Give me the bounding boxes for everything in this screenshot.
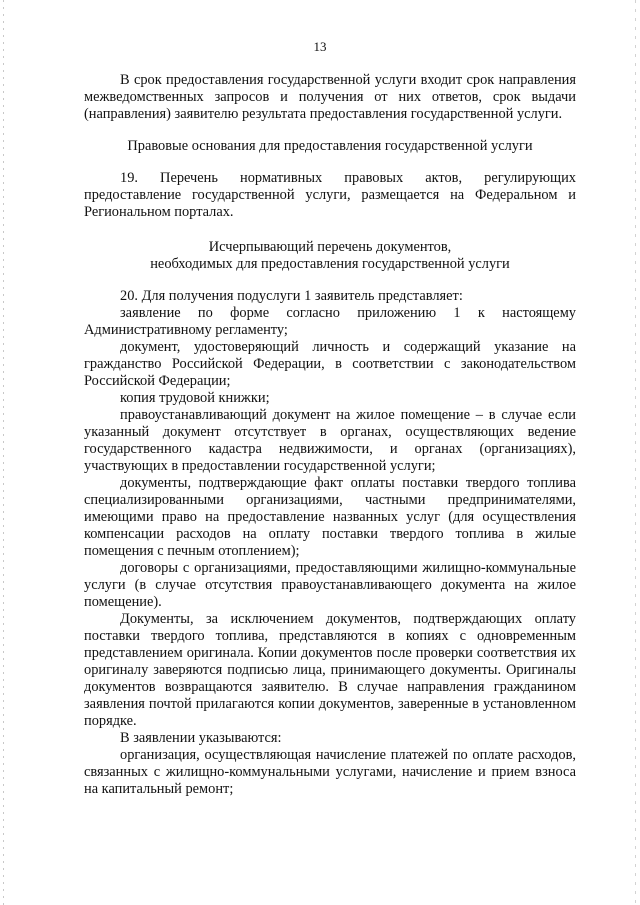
section-heading-documents-line2: необходимых для предоставления государственной услуги — [150, 256, 510, 272]
paragraph-copies: Документы, за исключением документов, подтверждающих оплату поставки твердого топлива, представляются в копиях с одновременным представлением оригинала. Копии документов после проверки соответствия их оригиналу заверяются подписью лица, принимающего документы. Оригиналы документов возвращаются заявителю. В случае направления гражданином заявления почтой прилагаются копии документов, заверенные в установленном порядке. — [84, 611, 576, 729]
paragraph-19: 19. Перечень нормативных правовых актов, регулирующих предоставление государственной услуги, размещается на Федеральном и Региональном порталах. — [84, 170, 576, 220]
document-body — [84, 72, 576, 798]
section-heading-legal-basis: Правовые основания для предоставления государственной услуги — [127, 138, 533, 154]
list-item-application: заявление по форме согласно приложению 1 к настоящему Административному регламенту; — [84, 305, 576, 338]
list-item-title-document: правоустанавливающий документ на жилое помещение – в случае если указанный документ отсутствует в органах, осуществляющих ведение государственного кадастра недвижимости, и органах (организациях), участвующих в предоставлении государственной услуги; — [84, 407, 576, 474]
scan-edge-right — [635, 0, 636, 905]
paragraph-specified: В заявлении указываются: — [120, 730, 282, 746]
list-item-workbook-copy: копия трудовой книжки; — [120, 390, 270, 406]
list-item-fuel-payment: документы, подтверждающие факт оплаты поставки твердого топлива специализированными организациями, частными предпринимателями, имеющими право на предоставление названных услуг (для осуществления компенсации расходов на оплату поставки твердого топлива в жилые помещения с печным отоплением); — [84, 475, 576, 559]
scan-edge-left — [3, 0, 4, 905]
section-heading-documents — [84, 239, 576, 273]
list-item-identity-document: документ, удостоверяющий личность и содержащий указание на гражданство Российской Федерации, в соответствии с законодательством Российской Федерации; — [84, 339, 576, 389]
section-heading-documents-line1: Исчерпывающий перечень документов, — [208, 239, 452, 255]
paragraph-intro: В срок предоставления государственной услуги входит срок направления межведомственных запросов и получения от них ответов, срок выдачи (направления) заявителю результата предоставления государственной услуги. — [84, 72, 576, 122]
paragraph-20: 20. Для получения подуслуги 1 заявитель представляет: — [120, 288, 463, 304]
page-number: 13 — [313, 39, 327, 54]
list-item-contracts: договоры с организациями, предоставляющими жилищно-коммунальные услуги (в случае отсутствия правоустанавливающего документа на жилое помещение). — [84, 560, 576, 610]
list-item-organization: организация, осуществляющая начисление платежей по оплате расходов, связанных с жилищно-коммунальными услугами, начисление и прием взноса на капитальный ремонт; — [84, 747, 576, 797]
